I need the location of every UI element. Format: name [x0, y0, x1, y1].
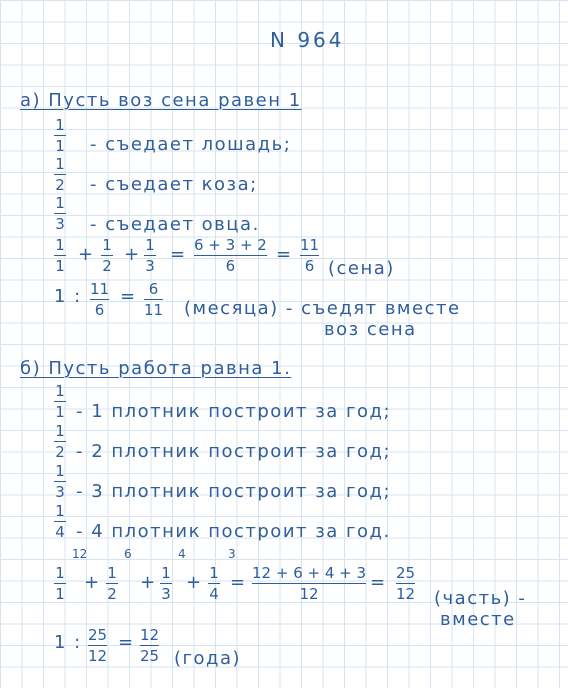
denominator: 1	[55, 137, 65, 155]
equals-sign: =	[276, 244, 293, 265]
part-b-fraction-2: 1 2	[55, 422, 65, 461]
numerator: 1	[55, 116, 65, 134]
part-a-fraction-3	[54, 196, 66, 232]
numerator: 1	[55, 194, 65, 212]
problem-number: N 964	[270, 28, 345, 52]
sum-a-term-3: 1 3	[145, 236, 155, 275]
factor-label: 12	[72, 547, 88, 561]
sum-b-term-1: 1 1	[55, 564, 65, 603]
plus-sign: +	[124, 244, 141, 265]
plus-sign: +	[186, 572, 203, 593]
part-a-heading: а) Пусть воз сена равен 1	[20, 90, 302, 111]
sum-a-unit: (сена)	[328, 258, 395, 279]
part-b-fraction-3: 1 3	[55, 462, 65, 501]
sum-a-combined: 6 + 3 + 2 6	[194, 236, 267, 275]
sum-b-result: 25 12	[396, 564, 416, 603]
part-b-line-2: - 2 плотник построит за год;	[76, 441, 392, 462]
sum-a-term-1: 1 1	[55, 236, 65, 275]
sum-b-unit: (часть) -	[434, 588, 527, 609]
sum-b-unit-cont: вместе	[440, 609, 516, 630]
sum-b-term-2: 1 2	[107, 564, 117, 603]
factor-label: 3	[228, 547, 236, 561]
part-b-line-1: - 1 плотник построит за год;	[76, 401, 392, 422]
div-a-dividend: 11 6	[90, 280, 110, 319]
factor-label: 4	[178, 547, 186, 561]
part-b-fraction-4: 1 4	[55, 502, 65, 541]
equals-sign: =	[120, 286, 137, 307]
sum-b-combined: 12 + 6 + 4 + 3 12	[252, 564, 367, 603]
part-a-line-3: - съедает овца.	[90, 214, 260, 235]
div-a-answer: (месяца) - съедят вместе	[184, 298, 461, 319]
div-b-answer: (года)	[174, 648, 241, 669]
part-a-fraction-2	[54, 157, 66, 193]
div-b-dividend: 25 12	[88, 626, 108, 665]
div-a-answer-cont: воз сена	[324, 319, 417, 340]
denominator: 2	[55, 176, 65, 194]
denominator: 3	[55, 215, 65, 233]
div-a-result: 6 11	[144, 280, 164, 319]
plus-sign: +	[140, 572, 157, 593]
sum-a-result: 11 6	[300, 236, 320, 275]
numerator: 1	[55, 155, 65, 173]
factor-label: 6	[124, 547, 132, 561]
part-b-heading: б) Пусть работа равна 1.	[20, 358, 292, 379]
div-b-lead: 1 :	[54, 632, 82, 653]
equals-sign: =	[118, 632, 135, 653]
sum-b-term-3: 1 3	[161, 564, 171, 603]
part-b-line-4: - 4 плотник построит за год.	[76, 521, 391, 542]
equals-sign: =	[170, 244, 187, 265]
equals-sign: =	[370, 572, 387, 593]
plus-sign: +	[78, 244, 95, 265]
part-b-fraction-1: 1 1	[55, 382, 65, 421]
div-b-result: 12 25	[140, 626, 160, 665]
part-b-line-3: - 3 плотник построит за год;	[76, 481, 392, 502]
part-a-line-1: - съедает лошадь;	[90, 134, 292, 155]
part-a-fraction-1	[54, 118, 66, 154]
equals-sign: =	[230, 572, 247, 593]
plus-sign: +	[84, 572, 101, 593]
sum-b-term-4: 1 4	[209, 564, 219, 603]
sum-a-term-2: 1 2	[102, 236, 112, 275]
div-a-lead: 1 :	[54, 286, 82, 307]
part-a-line-2: - съедает коза;	[90, 174, 258, 195]
